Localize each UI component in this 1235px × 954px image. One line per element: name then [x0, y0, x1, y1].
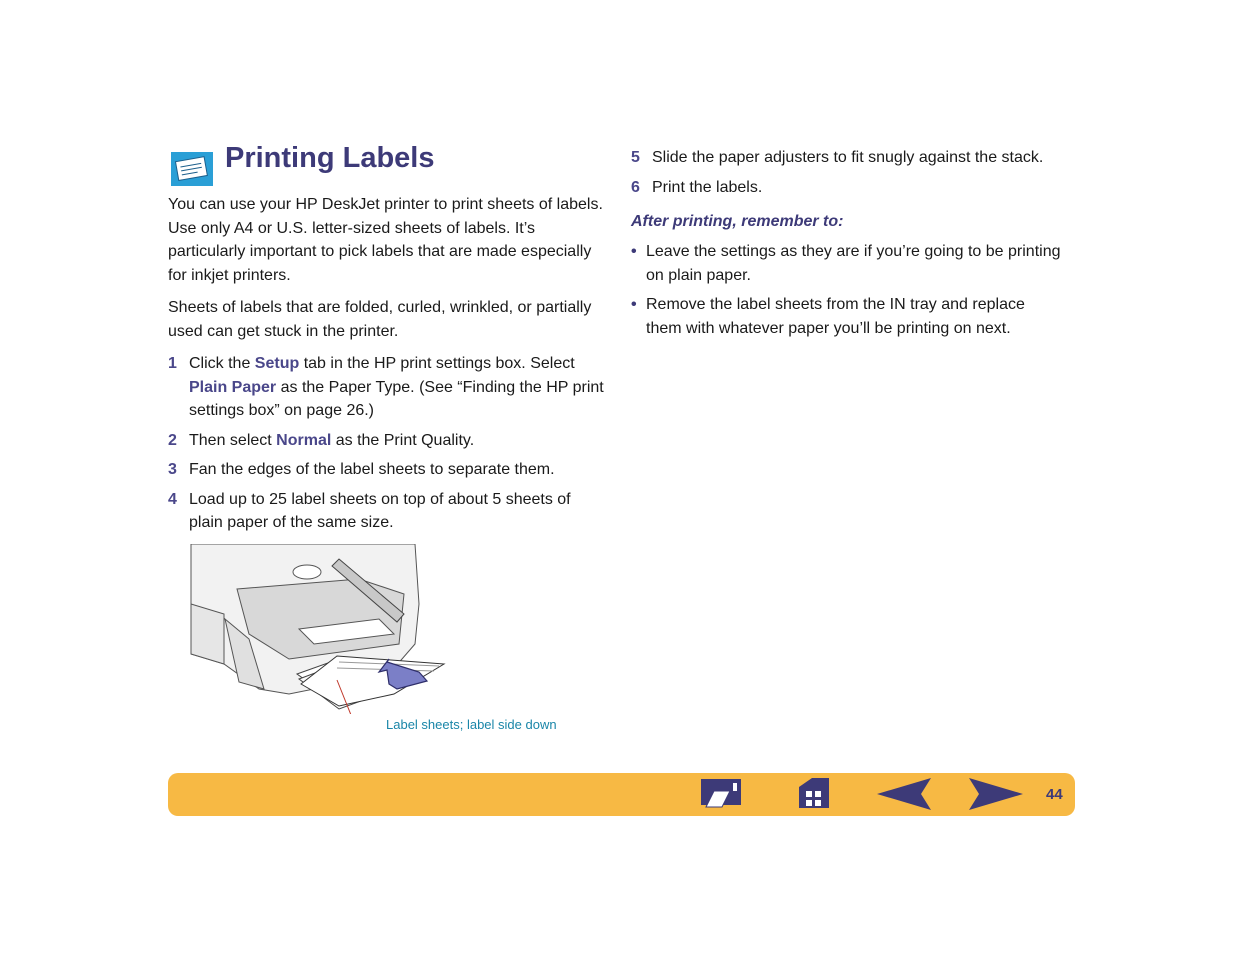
- step-number: 2: [168, 431, 177, 449]
- home-icon[interactable]: [798, 777, 830, 814]
- step-text: Print the labels.: [652, 178, 763, 196]
- page-title: Printing Labels: [225, 142, 435, 174]
- step-5: [631, 146, 1061, 170]
- step-2: [168, 429, 608, 453]
- step-3: [168, 458, 608, 482]
- figure-caption: Label sheets; label side down: [386, 717, 557, 732]
- step-text: as the Print Quality.: [331, 431, 475, 449]
- steps-list: [168, 352, 608, 535]
- step-1: [168, 352, 608, 423]
- step-number: 1: [168, 355, 177, 372]
- step-text: Fan the edges of the label sheets to separate them.: [189, 461, 555, 478]
- step-number: 5: [631, 149, 640, 166]
- bullet-dot-icon: •: [631, 296, 637, 313]
- setup-tab-name: Setup: [254, 355, 300, 372]
- step-text: Slide the paper adjusters to fit snugly against the stack.: [652, 149, 1044, 166]
- step-number: 3: [168, 461, 177, 478]
- bullet-item: [631, 293, 1061, 340]
- step-number: 4: [168, 490, 177, 508]
- previous-page-icon[interactable]: [877, 777, 933, 816]
- normal-quality-option: Normal: [276, 431, 332, 449]
- intro-paragraph-2: Sheets of labels that are folded, curled, wrinkled, or partially used can get stuck in the printer.: [168, 299, 592, 340]
- after-printing-heading: After printing, remember to:: [631, 213, 844, 230]
- footer-navigation-bar: [168, 773, 1075, 816]
- step-text: tab in the HP print settings box. Select: [299, 355, 575, 372]
- bullet-text: Remove the label sheets from the IN tray and replace them with whatever paper you’ll be printing on next.: [646, 296, 1025, 337]
- next-page-icon[interactable]: [967, 777, 1023, 816]
- intro-paragraph-1: You can use your HP DeskJet printer to print sheets of labels. Use only A4 or U.S. letter-sized sheets of labels. It’s particularly important to pick labels that are made especially for inkjet printers.: [168, 196, 603, 284]
- left-column: [168, 193, 608, 541]
- step-6: [631, 176, 1061, 200]
- step-text: Then select: [189, 431, 277, 449]
- right-column: [631, 146, 1061, 346]
- printer-topic-icon[interactable]: [700, 777, 742, 814]
- step-text: as the Paper Type. (See “Finding the HP print settings box” on page 26.): [189, 378, 604, 419]
- step-number: 6: [631, 178, 640, 196]
- labels-icon: [171, 152, 213, 186]
- page-number: 44: [1046, 786, 1063, 803]
- step-4: [168, 488, 608, 535]
- bullet-dot-icon: •: [631, 243, 637, 260]
- plain-paper-option: Plain Paper: [189, 378, 277, 396]
- bullet-item: [631, 240, 1061, 287]
- step-text: Click the: [189, 355, 255, 372]
- bullet-text: Leave the settings as they are if you’re going to be printing on plain paper.: [646, 243, 1061, 284]
- step-text: Load up to 25 label sheets on top of about 5 sheets of plain paper of the same size.: [189, 490, 571, 531]
- printer-loading-illustration: [189, 544, 449, 714]
